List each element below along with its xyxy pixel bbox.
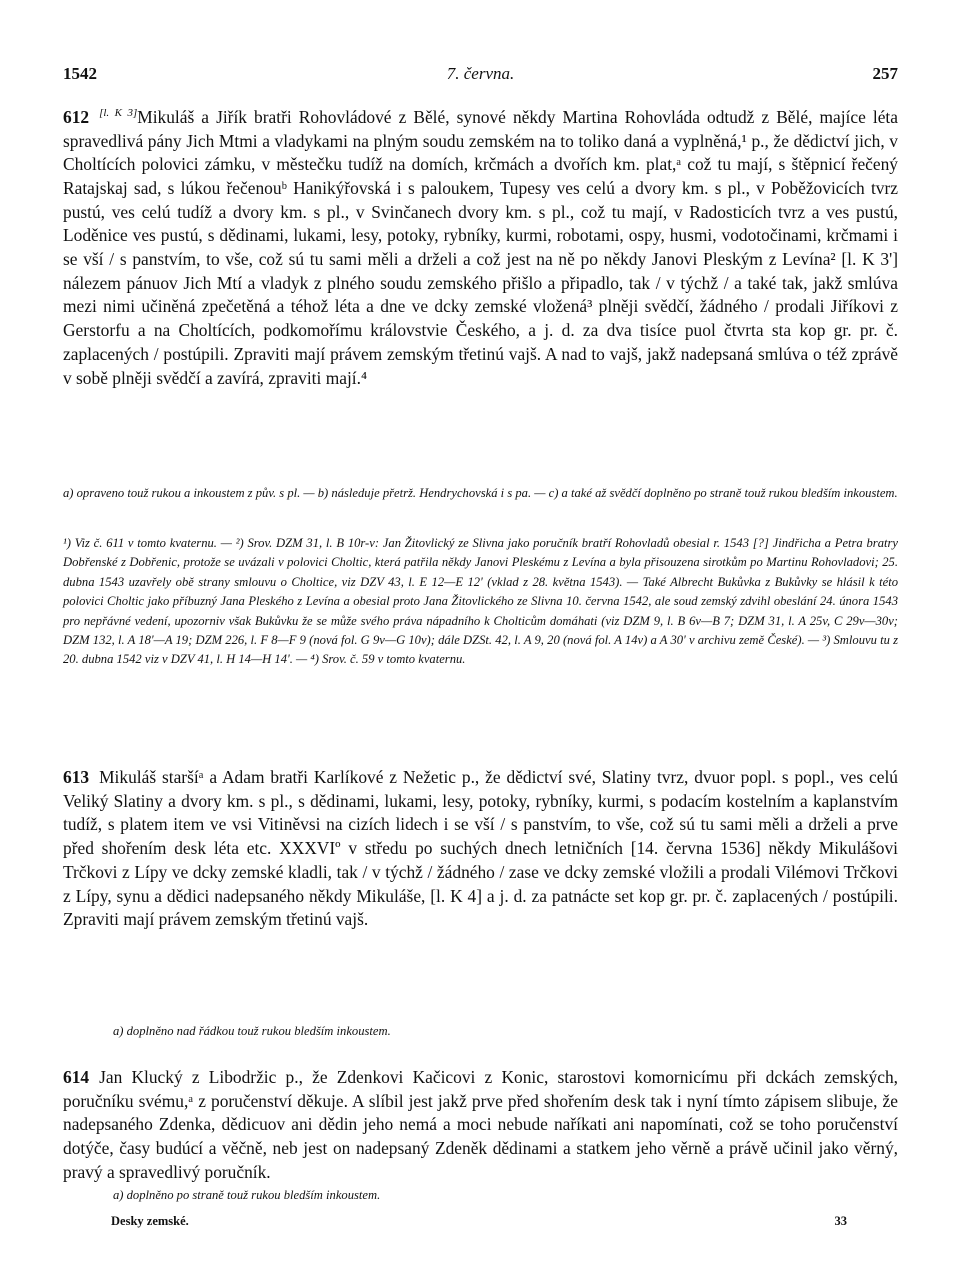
entry-text: Jan Klucký z Libodržic p., že Zdenkovi Kačicovi z Konic, starostovi komornicímu při dckách zemských, poručníku svému,ᵃ z poručenství děkuje. A slíbil jest jakž prve před shořením desk tak i nyní tímto zápisem slibuje, že nadepsaného Zdenka, dědicuov ani dědin jeho nemá a moci nebude naříkati ani napomínati, což se toho poručenství dotýče, časy budúcí a věčně, neb jest on nadepsaný Zdeněk dědinami a statkem jeho věrně a právě učinil jako věrný, pravý a spravedlivý poručník. [63,1067,898,1182]
footnotes-612: ¹) Viz č. 611 v tomto kvaternu. — ²) Srov. DZM 31, l. B 10r-v: Jan Žitovlický ze Slivna jako poručník bratří Rohovladů obesial r. 1543 [?] Jindřicha a Petra bratry Dobřenské z Dobřenic, protože se uvázali v polovici Choltic, která patřila někdy Janovi Pleskému z Levína a byla přisouzena sirotkům po Martinu Rohovladovi; 25. dubna 1543 uzavřely obě strany smlouvu o Choltice, viz DZV 43, l. E 12—E 12' (vklad z 28. května 1543). — Také Albrecht Bukůvka z Bukůvky se hlásil k této polovici Choltic jako příbuzný Jana Pleského z Levína a obesial proto Jana Žitovlického ze Slivna 10. června 1542, ale soud zemský zdvihl obeslání 24. února 1543 pro nepřávné vedení, upozorniv však Bukůvku že se může svého práva nápadního k Cholticům domáhati (viz DZM 9, l. B 6v—B 7; DZM 31, l. A 25v, C 29v—30v; DZM 132, l. A 18'—A 19; DZM 226, l. F 8—F 9 (nová fol. G 9v—G 10v); dále DZSt. 42, l. A 9, 20 (nová fol. A 14v) a A 30' v archivu země České). — ³) Smlouvu tu z 20. dubna 1542 viz v DZV 41, l. H 14—H 14'. — ⁴) Srov. č. 59 v tomto kvaternu. [63,536,898,667]
header-year: 1542 [63,64,97,83]
entry-text: Mikuláš staršíᵃ a Adam bratři Karlíkové z Nežetic p., že dědictví své, Slatiny tvrz, dvuor popl. s popl., ves celú Veliký Slatiny a dvory km. s pl., s dědinami, lukami, lesy, potoky, rybníky, kurmi, s podacím kostelním a kaplanstvím tudíž, s platem item ve vsi Vitiněvsi na cizích lidech i se vší / s panstvím, to vše, což sú tu sami měli a drželi a prve před shořením desk léta etc. XXXVIº v středu po suchých dnech letničních [14. června 1536] někdy Mikulášovi Trčkovi z Lípy ve dcky zemské kladli, tak / v týchž / žádného / zase ve dcky zemské vložili a prodali Vilémovi Trčkovi z Lípy, synu a dědici nadepsaného někdy Mikuláše, [l. K 4] a j. d. za patnácte set kop gr. pr. č. zaplacených / postúpili. Zpraviti mají právem zemským třetinú vajš. [63,767,898,930]
entry-number: 614 [63,1067,90,1087]
entry-613 [63,766,898,932]
folio-marker: [l. K 3] [99,107,138,119]
page-header [63,64,898,88]
critical-notes-612: a) opraveno touž rukou a inkoustem z pův. s pl. — b) následuje přetrž. Hendrychovská i s pa. — c) a také až svědčí doplněno po straně touž rukou bledším inkoustem. [63,486,898,500]
critical-notes-614: a) doplněno po straně touž rukou bledším inkoustem. [113,1188,381,1202]
critical-notes-613: a) doplněno nad řádkou touž rukou bledším inkoustem. [113,1024,391,1038]
footer-signature: Desky zemské. [111,1214,189,1228]
entry-text: Mikuláš a Jiřík bratři Rohovládové z Bělé, synové někdy Martina Rohovláda odtudž z Bělé, majíce léta spravedlivá pány Jich Mtmi a vladykami na plným soudu zemském na to toliko daná a vyplněná,¹ p., že dědictví jich, v Choltících polovici zámku, v městečku tudíž na domích, krčmách a dvořích km. plat,ᵃ což tu mají, s štěpnicí řečený Ratajskaj sad, s lúkou řečenouᵇ Hanikýřovská i s paloukem, Tupesy ves celú a dvory km. s pl., v Poběžovicích tvrz pustú, ves celú tudíž a dvory km. s pl., v Svinčanech dvory km. s pl., což tu mají, v Radosticích tvrz a ves pustú, Loděnice ves pustú, s dědinami, lukami, lesy, potoky, rybníky, kurmi, robotami, ospy, husmi, vodotočinami, krčmami i se vší / s panstvím, to vše, což sú tu sami měli a drželi a což jest na ně po někdy Janovi Pleským z Levína² [l. K 3'] nálezem pánuov Jich Mtí a vladyk z plného soudu zemského přišlo a připadlo, tak / v týchž / a také tak, jakž smlúva mezi nimi učiněná zpečetěná a téhož léta a dne ve dcky zemské vložená³ plněji svědčí, žádného / prodali Jiříkovi z Gerstorfu a na Choltících, podkomořímu královstvie Českého, a j. d. za dva tisíce puol čtvrta sta kop gr. pr. č. zaplacených / postúpili. Zpraviti mají právem zemským třetinú vajš. A nad to vajš, jakž nadepsaná smlúva o též zprávě v sobě plněji svědčí a zavírá, zpraviti mají.⁴ [63,106,898,388]
entry-number: 612 [63,106,90,127]
header-date: 7. června. [446,64,515,83]
entry-612 [63,102,898,390]
entry-614 [63,1066,898,1185]
entry-number: 613 [63,767,90,787]
header-page-number: 257 [872,64,898,83]
footer-sheet-number: 33 [834,1214,847,1228]
page-footer [111,1214,847,1229]
